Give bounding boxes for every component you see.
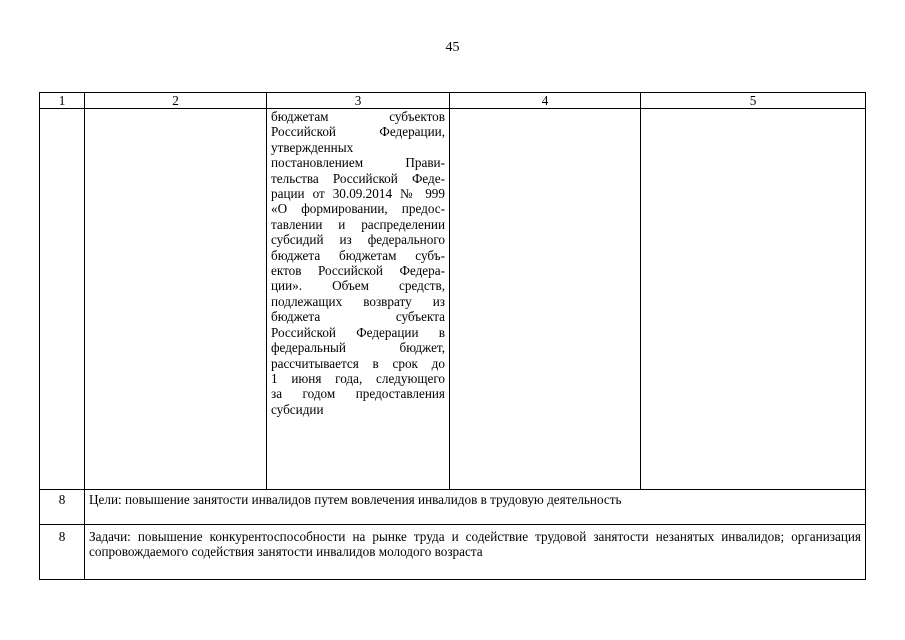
content-cell-3-line: постановлением Прави-	[271, 155, 445, 171]
task-row-number: 8	[40, 525, 85, 580]
table-header-row	[40, 93, 866, 109]
content-cell-5	[641, 109, 866, 490]
header-cell-5: 5	[641, 93, 866, 109]
content-cell-3-line: бюджета субъекта	[271, 309, 445, 325]
content-cell-3-line: за годом предоставления	[271, 386, 445, 402]
header-cell-4: 4	[450, 93, 641, 109]
content-cell-3-line: ции». Объем средств,	[271, 278, 445, 294]
content-cell-3-line: тельства Российской Феде-	[271, 170, 445, 186]
content-cell-3-line: федеральный бюджет,	[271, 340, 445, 356]
header-cell-3: 3	[267, 93, 450, 109]
content-cell-3-line: субсидий из федерального	[271, 232, 445, 248]
content-cell-3-line: тавлении и распределении	[271, 216, 445, 232]
content-cell-2	[85, 109, 267, 490]
task-row	[40, 525, 866, 580]
content-cell-3-line: «О формировании, предос-	[271, 201, 445, 217]
content-cell-3-line: ектов Российской Федера-	[271, 263, 445, 279]
content-cell-3-line: субсидии	[271, 401, 324, 417]
goal-row-number: 8	[40, 490, 85, 525]
header-cell-1: 1	[40, 93, 85, 109]
content-cell-4	[450, 109, 641, 490]
content-cell-3-line: рассчитывается в срок до	[271, 355, 445, 371]
content-cell-3-line: рации от 30.09.2014 № 999	[271, 186, 445, 202]
content-cell-3-line: Российской Федерации в	[271, 324, 445, 340]
content-cell-1	[40, 109, 85, 490]
content-cell-3-line: подлежащих возврату из	[271, 293, 445, 309]
content-cell-3-line: 1 июня года, следующего	[271, 370, 445, 386]
content-cell-3	[267, 109, 450, 490]
goal-row	[40, 490, 866, 525]
table-row	[40, 109, 866, 490]
header-cell-2: 2	[85, 93, 267, 109]
task-row-text: Задачи: повышение конкурентоспособности на рынке труда и содействие трудовой занятости незанятых инвалидов; организация сопровождаемого содействия занятости инвалидов молодого возраста	[85, 525, 866, 580]
content-cell-3-line: бюджетам субъектов	[271, 109, 445, 124]
goal-row-text: Цели: повышение занятости инвалидов путем вовлечения инвалидов в трудовую деятельность	[85, 490, 866, 525]
content-cell-3-line: утвержденных	[271, 139, 354, 155]
document-table	[39, 92, 866, 580]
content-cell-3-text	[271, 109, 445, 417]
content-cell-3-line: Российской Федерации,	[271, 124, 445, 140]
content-cell-3-line: бюджета бюджетам субъ-	[271, 247, 445, 263]
page-number: 45	[445, 40, 460, 55]
